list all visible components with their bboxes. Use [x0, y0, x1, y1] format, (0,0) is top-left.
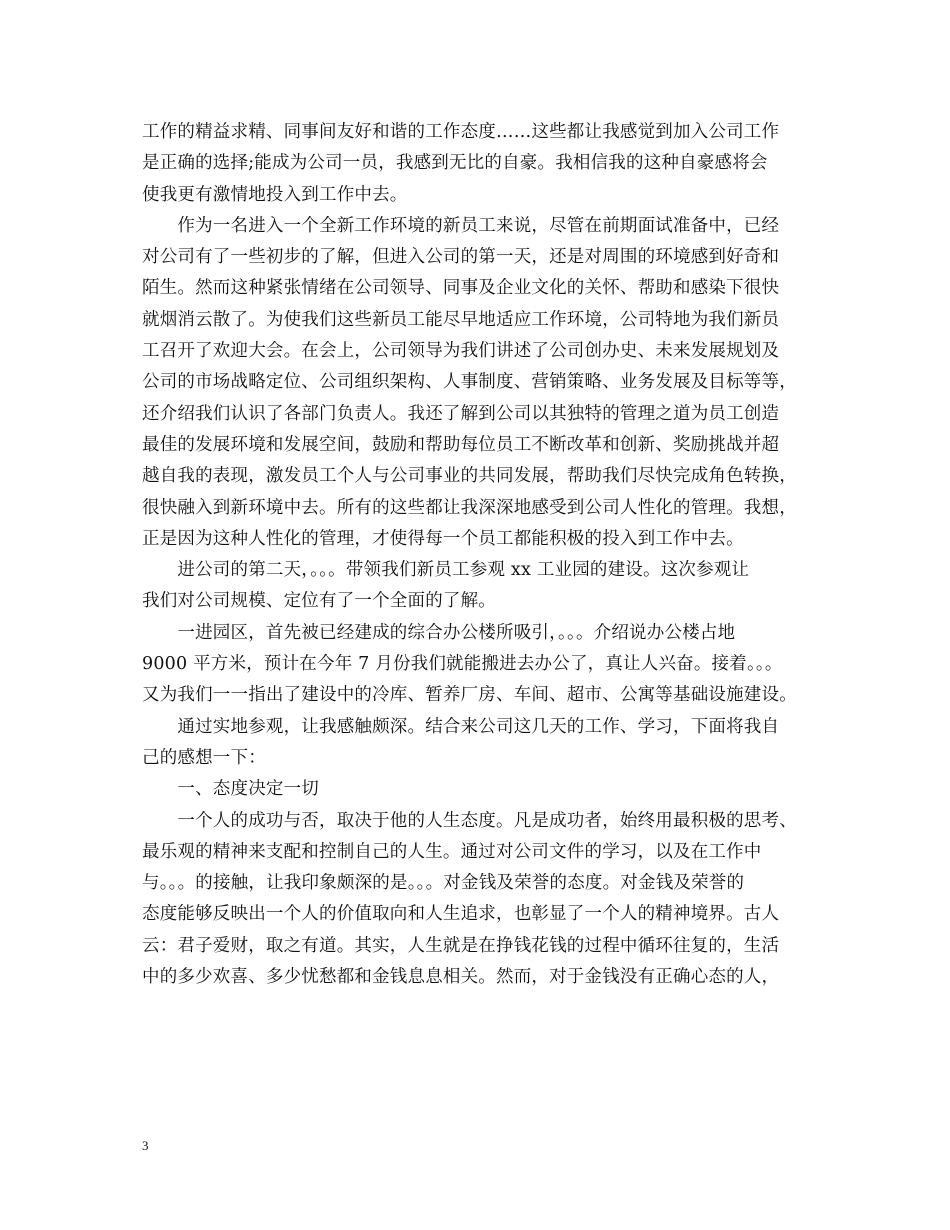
text-line: 是正确的选择;能成为公司一员，我感到无比的自豪。我相信我的这种自豪感将会 — [142, 153, 768, 174]
text-line: 中的多少欢喜、多少忧愁都和金钱息息相关。然而，对于金钱没有正确心态的人， — [142, 967, 780, 988]
text-line: 工召开了欢迎大会。在会上，公司领导为我们讲述了公司创办史、未来发展规划及 — [142, 341, 780, 362]
section-heading: 一、态度决定一切 — [142, 779, 319, 800]
text-line: 对公司有了一些初步的了解，但进入公司的第一天，还是对周围的环境感到好奇和 — [142, 247, 780, 268]
text-line: 与。。。的接触，让我印象颇深的是。。。对金钱及荣誉的态度。对金钱及荣誉的 — [142, 873, 745, 894]
text-line: 越自我的表现，激发员工个人与公司事业的共同发展，帮助我们尽快完成角色转换， — [142, 466, 797, 487]
text-line: 又为我们一一指出了建设中的冷库、暂养厂房、车间、超市、公寓等基础设施建设。 — [142, 685, 797, 706]
text-line: 工作的精益求精、同事间友好和谐的工作态度……这些都让我感觉到加入公司工作 — [142, 122, 780, 142]
text-line: 陌生。然而这种紧张情绪在公司领导、同事及企业文化的关怀、帮助和感染下很快 — [142, 278, 780, 299]
text-line: 最乐观的精神来支配和控制自己的人生。通过对公司文件的学习，以及在工作中 — [142, 841, 762, 862]
text-line: 最佳的发展环境和发展空间，鼓励和帮助每位员工不断改革和创新、奖励挑战并超 — [142, 434, 780, 455]
body-text — [142, 117, 822, 993]
page-number: 3 — [142, 1138, 149, 1153]
text-line: 一个人的成功与否，取决于他的人生态度。凡是成功者，始终用最积极的思考、 — [142, 810, 797, 831]
text-line: 进公司的第二天，。。。带领我们新员工参观 xx 工业园的建设。这次参观让 — [142, 560, 750, 581]
text-line: 9000 平方米，预计在今年 7 月份我们就能搬进去办公了，真让人兴奋。接着。。。 — [142, 654, 783, 675]
text-line: 通过实地参观，让我感触颇深。结合来公司这几天的工作、学习，下面将我自 — [142, 716, 780, 737]
text-line: 使我更有激情地投入到工作中去。 — [142, 184, 408, 205]
text-line: 己的感想一下： — [142, 747, 266, 768]
text-line: 一进园区，首先被已经建成的综合办公楼所吸引，。。。介绍说办公楼占地 — [142, 622, 736, 643]
text-line: 作为一名进入一个全新工作环境的新员工来说，尽管在前期面试准备中，已经 — [142, 215, 780, 236]
text-line: 我们对公司规模、定位有了一个全面的了解。 — [142, 591, 496, 612]
text-line: 云：君子爱财，取之有道。其实，人生就是在挣钱花钱的过程中循环往复的，生活 — [142, 935, 780, 956]
text-line: 态度能够反映出一个人的价值取向和人生追求，也彰显了一个人的精神境界。古人 — [142, 904, 780, 925]
text-line: 还介绍我们认识了各部门负责人。我还了解到公司以其独特的管理之道为员工创造 — [142, 403, 780, 424]
text-line: 正是因为这种人性化的管理，才使得每一个员工都能积极的投入到工作中去。 — [142, 528, 744, 549]
text-line: 很快融入到新环境中去。所有的这些都让我深深地感受到公司人性化的管理。我想， — [142, 497, 797, 518]
text-line: 公司的市场战略定位、公司组织架构、人事制度、营销策略、业务发展及目标等等， — [142, 372, 797, 393]
text-line: 就烟消云散了。为使我们这些新员工能尽早地适应工作环境，公司特地为我们新员 — [142, 309, 780, 330]
